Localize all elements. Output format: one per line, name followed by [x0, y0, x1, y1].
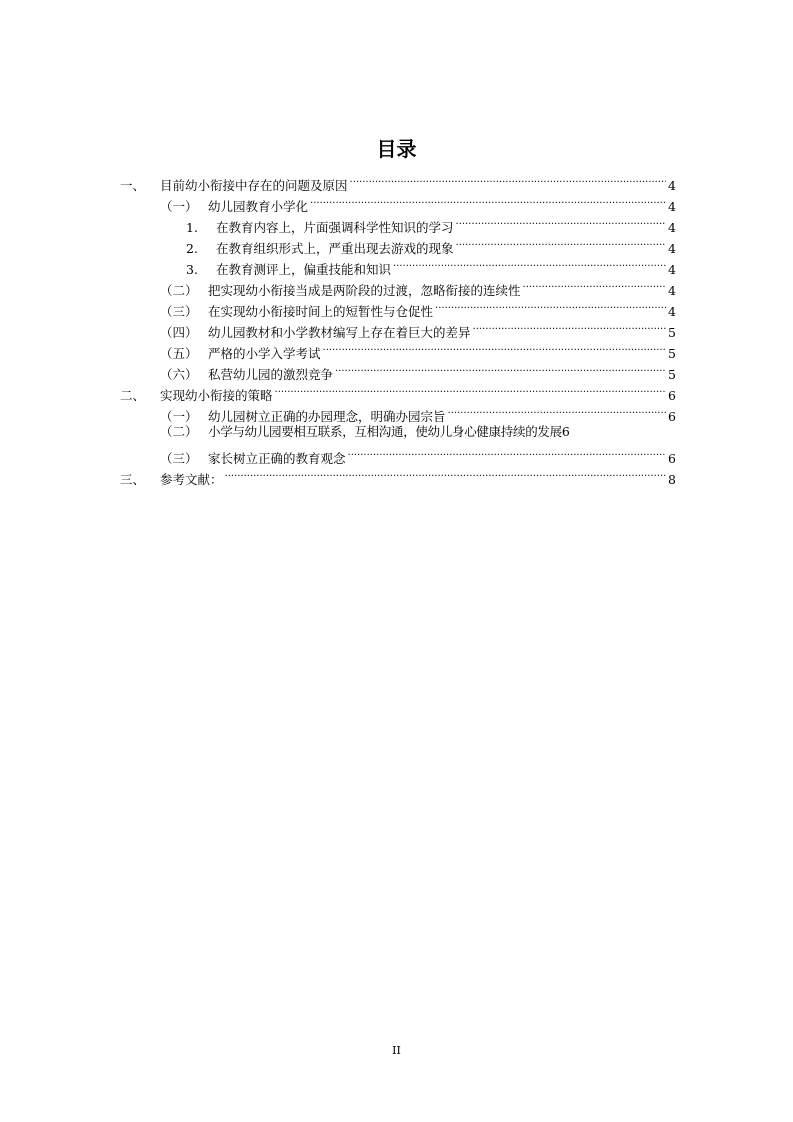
toc-entry[interactable] — [160, 338, 676, 361]
toc-entry-number: （一） — [160, 409, 198, 424]
toc-entry-text: 把实现幼小衔接当成是两阶段的过渡，忽略衔接的连续性 — [208, 283, 521, 298]
toc-leader-dots — [393, 254, 666, 274]
toc-leader-dots — [448, 401, 667, 421]
toc-entry-number: （三） — [160, 304, 198, 319]
toc-entry[interactable] — [120, 380, 676, 403]
toc-leader-dots — [310, 191, 666, 211]
toc-entry-number: （五） — [160, 346, 198, 361]
toc-entry-page: 4 — [668, 220, 676, 235]
toc-entry[interactable] — [120, 170, 676, 193]
toc-leader-dots — [225, 464, 667, 484]
toc-entry[interactable] — [160, 317, 676, 340]
toc-entry-number: （二） — [160, 424, 198, 439]
toc-entry-page: 8 — [668, 472, 676, 487]
toc-leader-dots — [335, 359, 666, 379]
toc-entry-number: （六） — [160, 367, 198, 382]
toc-leader-dots — [323, 338, 667, 358]
toc-entry[interactable] — [160, 401, 676, 424]
toc-entry-page: 4 — [668, 178, 676, 193]
toc-entry-text: 在教育测评上，偏重技能和知识 — [216, 262, 392, 277]
toc-entry-text: 实现幼小衔接的策略 — [160, 388, 273, 403]
toc-entry-page: 6 — [668, 388, 676, 403]
toc-entry-text: 在教育组织形式上，严重出现去游戏的现象 — [216, 241, 454, 256]
toc-leader-dots — [435, 296, 666, 316]
toc-entry-number: 二、 — [120, 388, 146, 403]
toc-entry-text: 在教育内容上，片面强调科学性知识的学习 — [216, 220, 454, 235]
toc-entry[interactable] — [160, 275, 676, 298]
toc-entry-number: （四） — [160, 325, 198, 340]
toc-entry-number: 1. — [186, 220, 198, 235]
toc-leader-dots — [473, 317, 667, 337]
toc-leader-dots — [275, 380, 667, 400]
toc-entry-text: 目前幼小衔接中存在的问题及原因 — [160, 178, 348, 193]
toc-entry-text: 幼儿园教育小学化 — [208, 199, 309, 214]
toc-entry-page: 6 — [668, 451, 676, 466]
toc-entry[interactable] — [120, 464, 676, 487]
toc-entry[interactable] — [160, 422, 676, 442]
toc-entry-text: 在实现幼小衔接时间上的短暂性与仓促性 — [208, 304, 434, 319]
toc-leader-dots — [348, 443, 667, 463]
toc-entry[interactable] — [186, 212, 676, 235]
toc-entry-page: 6 — [561, 424, 570, 439]
toc-entry[interactable] — [160, 191, 676, 214]
toc-leader-dots — [456, 233, 667, 253]
toc-leader-dots — [350, 170, 667, 190]
toc-entry-page: 5 — [668, 346, 676, 361]
toc-entry-page: 4 — [668, 199, 676, 214]
toc-entry-number: 一、 — [120, 178, 146, 193]
toc-entry-page: 5 — [668, 367, 676, 382]
toc-entry-text: 家长树立正确的教育观念 — [208, 451, 346, 466]
toc-entry-text: 严格的小学入学考试 — [208, 346, 321, 361]
toc-entry[interactable] — [186, 254, 676, 277]
toc-entry-page: 4 — [668, 241, 676, 256]
toc-entry[interactable] — [186, 233, 676, 256]
toc-entry-text: 小学与幼儿园要相互联系，互相沟通，使幼儿身心健康持续的发展 — [208, 424, 562, 439]
toc-entry-number: 3. — [186, 262, 198, 277]
toc-entry-text: 幼儿园教材和小学教材编写上存在着巨大的差异 — [208, 325, 471, 340]
page-number: II — [392, 1044, 401, 1057]
toc-title: 目录 — [376, 137, 417, 161]
toc-leader-dots — [523, 275, 667, 295]
toc-entry-text: 私营幼儿园的激烈竞争 — [208, 367, 334, 382]
toc-entry-number: 三、 — [120, 472, 146, 487]
toc-entry[interactable] — [160, 443, 676, 466]
toc-entry-page: 4 — [668, 262, 676, 277]
toc-entry-number: 2. — [186, 241, 198, 256]
toc-entry-text: 参考文献： — [160, 472, 223, 487]
toc-entry[interactable] — [160, 359, 676, 382]
toc-entry[interactable] — [160, 296, 676, 319]
toc-entry-page: 5 — [668, 325, 676, 340]
toc-entry-number: （二） — [160, 283, 198, 298]
toc-entry-text: 幼儿园树立正确的办园理念，明确办园宗旨 — [208, 409, 446, 424]
toc-entry-number: （三） — [160, 451, 198, 466]
toc-entry-page: 4 — [668, 283, 676, 298]
toc-entry-page: 6 — [668, 409, 676, 424]
toc-leader-dots — [456, 212, 667, 232]
toc-entry-number: （一） — [160, 199, 198, 214]
toc-entry-page: 4 — [668, 304, 676, 319]
